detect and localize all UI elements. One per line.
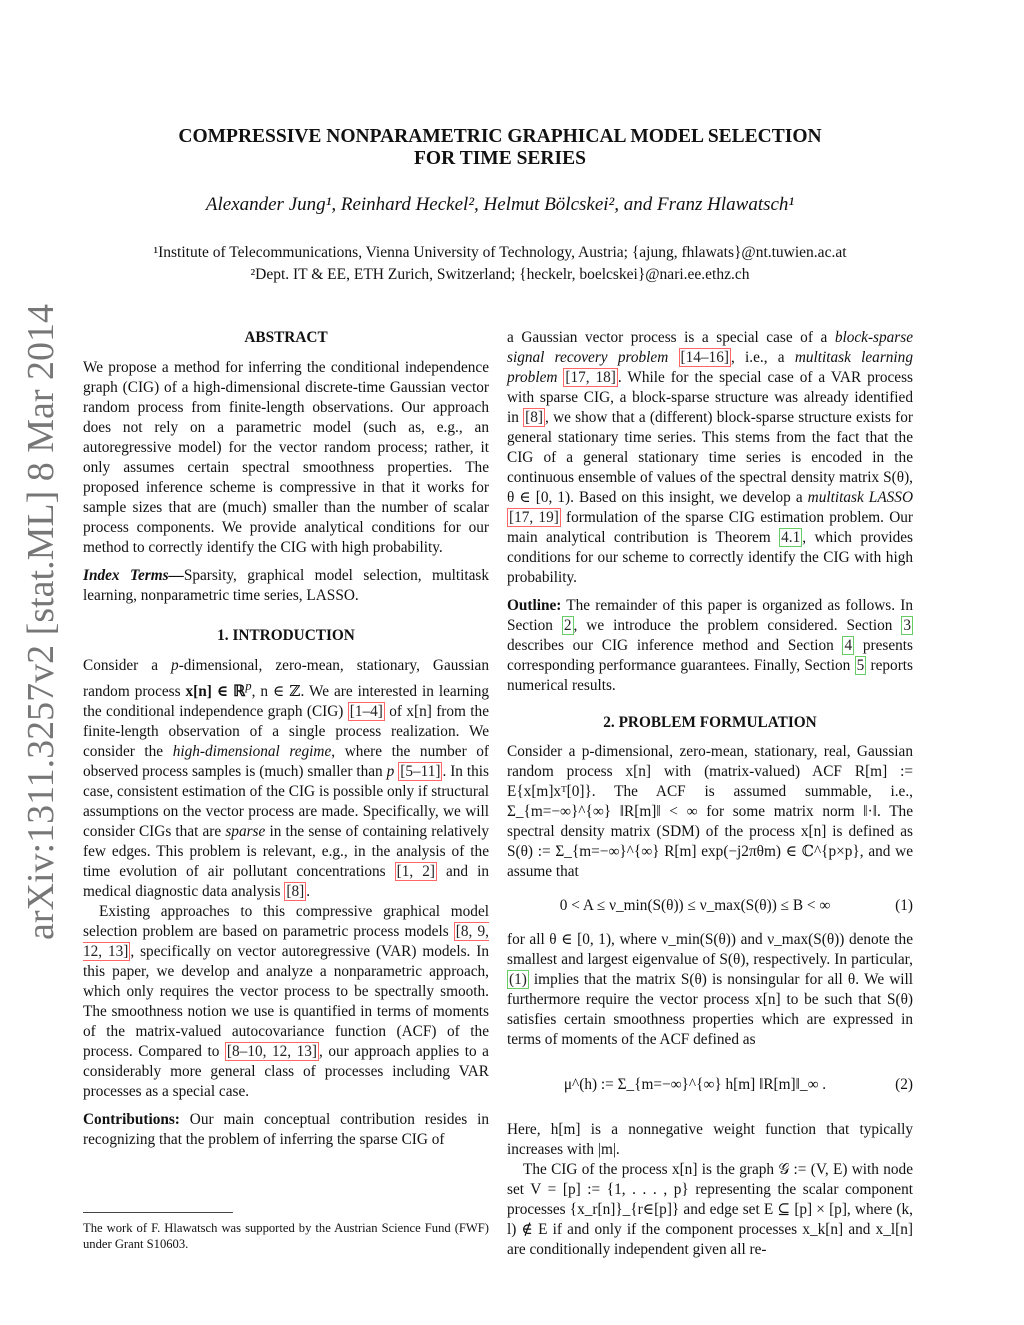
citation-link[interactable]: [8] — [286, 883, 305, 901]
problem-paragraph-2: for all θ ∈ [0, 1), where ν_min(S(θ)) and ν_max(S(θ)) denote the smallest and largest eigenvalue of S(θ), respectively. In particular, (1) implies that the matrix S(θ) is nonsingular for all θ. We will furthermore require the vector process x[n] to be such that S(θ) satisfies certain smoothness properties which are expressed in terms of moments of the ACF defined as — [507, 931, 913, 1048]
equation-1-body: 0 < A ≤ ν_min(S(θ)) ≤ ν_max(S(θ)) ≤ B < ∞ — [559, 897, 831, 914]
paper-title-line2: FOR TIME SERIES — [414, 148, 586, 169]
intro-paragraph-1: Consider a p-dimensional, zero-mean, stationary, Gaussian random process x[n] ∈ ℝ$^p$, n ∈ ℤ. We are interested in learning the conditional independence graph (CIG) [1–4] of x[n] from the finite-length observation of a single process realization. We consider the high-dimensional regime, where the number of observed process samples is (much) smaller than p [5–11] . In this case, consistent estimation of the CIG is possible only if structural assumptions on the vector process are made. Specifically, we will consider CIGs that are sparse in the sense of containing relatively few edges. This problem is relevant, e.g., in the analysis of the time evolution of air pollutant concentrations [1, 2] and in medical diagnostic data analysis [8] . — [83, 657, 489, 901]
problem-paragraph-1: Consider a p-dimensional, zero-mean, stationary, real, Gaussian random process x[n] with (matrix-valued) ACF R[m] := E{x[m]xᵀ[0]}. The ACF is assumed summable, i.e., Σ_{m=−∞}^{∞} ‖R[m]‖ < ∞ for some matrix norm ‖·‖. The spectral density matrix (SDM) of the process x[n] is defined as S(θ) := Σ_{m=−∞}^{∞} R[m] exp(−j2πθm) ∈ ℂ^{p×p}, and we assume that — [507, 743, 913, 880]
intro-paragraph-2: Existing approaches to this compressive graphical model selection problem are based on parametric process models [8, 9, 12, 13] , specifically on vector autoregressive (VAR) models. In this paper, we develop and analyze a nonparametric approach, which only requires the vector process to be spectrally smooth. The smoothness notion we use is quantified in terms of moments of the matrix-valued autocovariance function (ACF) of the process. Compared to [8–10, 12, 13] , our approach applies to a considerably more general class of processes including VAR processes as a special case. — [83, 903, 489, 1101]
index-terms-label: Index Terms— — [83, 567, 184, 584]
index-terms — [83, 566, 489, 606]
problem-formulation-heading: 2. PROBLEM FORMULATION — [603, 714, 817, 731]
arxiv-identifier: arXiv:1311.3257v2 [stat.ML] 8 Mar 2014 — [20, 303, 62, 940]
footnote-divider — [83, 1212, 233, 1213]
left-column — [83, 328, 489, 1150]
citation-link[interactable]: [5–11] — [400, 763, 441, 781]
citation-link[interactable]: [17, 18] — [565, 369, 616, 386]
equation-2-number: (2) — [895, 1076, 913, 1093]
section-link[interactable]: 2 — [563, 617, 572, 634]
affiliation-1: ¹Institute of Telecommunications, Vienna University of Technology, Austria; {ajung, fhlawats}@nt.tuwien.ac.at — [153, 244, 847, 261]
outline-paragraph: Outline: The remainder of this paper is organized as follows. In Section 2 , we introduce the problem considered. Section 3 describes our CIG inference method and Section 4 presents corresponding performance guarantees. Finally, Section 5 reports numerical results. — [507, 597, 913, 694]
citation-link[interactable]: [1, 2] — [396, 863, 435, 881]
affiliation-2: ²Dept. IT & EE, ETH Zurich, Switzerland; {heckelr, boelcskei}@nari.ee.ethz.ch — [250, 266, 750, 283]
author-list: Alexander Jung¹, Reinhard Heckel², Helmut Bölcskei², and Franz Hlawatsch¹ — [205, 194, 795, 215]
index-terms-text: Sparsity, graphical model selection, multitask learning, nonparametric time series, LASSO. — [83, 567, 489, 604]
equation-1-number: (1) — [895, 897, 913, 914]
abstract-heading: ABSTRACT — [244, 329, 328, 346]
citation-link[interactable]: [8–10, 12, 13] — [226, 1043, 318, 1061]
section-link[interactable]: 5 — [856, 657, 865, 674]
intro-heading: 1. INTRODUCTION — [217, 627, 355, 644]
citation-link[interactable]: [8] — [525, 409, 543, 426]
contributions-paragraph: Contributions: Our main conceptual contribution resides in recognizing that the problem of inferring the sparse CIG of — [83, 1111, 489, 1149]
problem-paragraph-4: The CIG of the process x[n] is the graph 𝒢 := (V, E) with node set V = [p] := {1, . . . , p} representing the scalar component processes {x_r[n]}_{r∈[p]} and edge set E ⊆ [p] × [p], where (k, l) ∉ E if and only if the component processes x_k[n] and x_l[n] are conditionally independent given all re- — [507, 1161, 913, 1258]
equation-2-body: μ^(h) := Σ_{m=−∞}^{∞} h[m] ‖R[m]‖_∞ . — [563, 1076, 827, 1093]
contributions-label: Contributions: — [83, 1111, 180, 1129]
right-column — [507, 328, 913, 1260]
equation-1 — [507, 888, 913, 924]
citation-link[interactable]: [1–4] — [349, 703, 383, 721]
funding-footnote: The work of F. Hlawatsch was supported by the Austrian Science Fund (FWF) under Grant S10603. — [83, 1221, 489, 1251]
section-link[interactable]: 3 — [903, 617, 911, 634]
section-link[interactable]: 4 — [844, 637, 853, 654]
citation-link[interactable]: [8, 9, 12, 13] — [83, 923, 489, 961]
abstract-text: We propose a method for inferring the conditional independence graph (CIG) of a high-dimensional discrete-time Gaussian vector random process from finite-length observations. Our approach does not rely on a parametric model (such as, e.g., an autoregressive model) for the vector random process; rather, it only assumes certain spectral smoothness properties. The proposed inference scheme is compressive in that it works for sample sizes that are (much) smaller than the number of scalar process components. We provide analytical conditions for our method to correctly identify the CIG with high probability. — [83, 359, 489, 556]
equation-link[interactable]: (1) — [509, 971, 527, 988]
contributions-continued: a Gaussian vector process is a special case of a block-sparse signal recovery problem [14–16] , i.e., a multitask learning problem [17, 18] . While for the special case of a VAR process with sparse CIG, a block-sparse structure was already identified in [8] , we show that a (different) block-sparse structure exists for general stationary time series. This stems from the fact that the CIG of a general stationary time series is encoded in the continuous ensemble of values of the spectral density matrix S(θ), θ ∈ [0, 1). Based on this insight, we develop a multitask LASSO [17, 19] formulation of the sparse CIG estimation problem. Our main analytical contribution is Theorem 4.1 , which provides conditions for our scheme to correctly identify the CIG with high probability. — [507, 329, 914, 586]
theorem-link[interactable]: 4.1 — [781, 529, 801, 546]
equation-2 — [507, 1056, 913, 1114]
problem-paragraph-3: Here, h[m] is a nonnegative weight function that typically increases with |m|. — [507, 1121, 913, 1158]
citation-link[interactable]: [17, 19] — [509, 509, 559, 526]
outline-label: Outline: — [507, 597, 562, 614]
citation-link[interactable]: [14–16] — [680, 349, 729, 366]
paper-title-line1: COMPRESSIVE NONPARAMETRIC GRAPHICAL MODEL SELECTION — [178, 126, 822, 147]
